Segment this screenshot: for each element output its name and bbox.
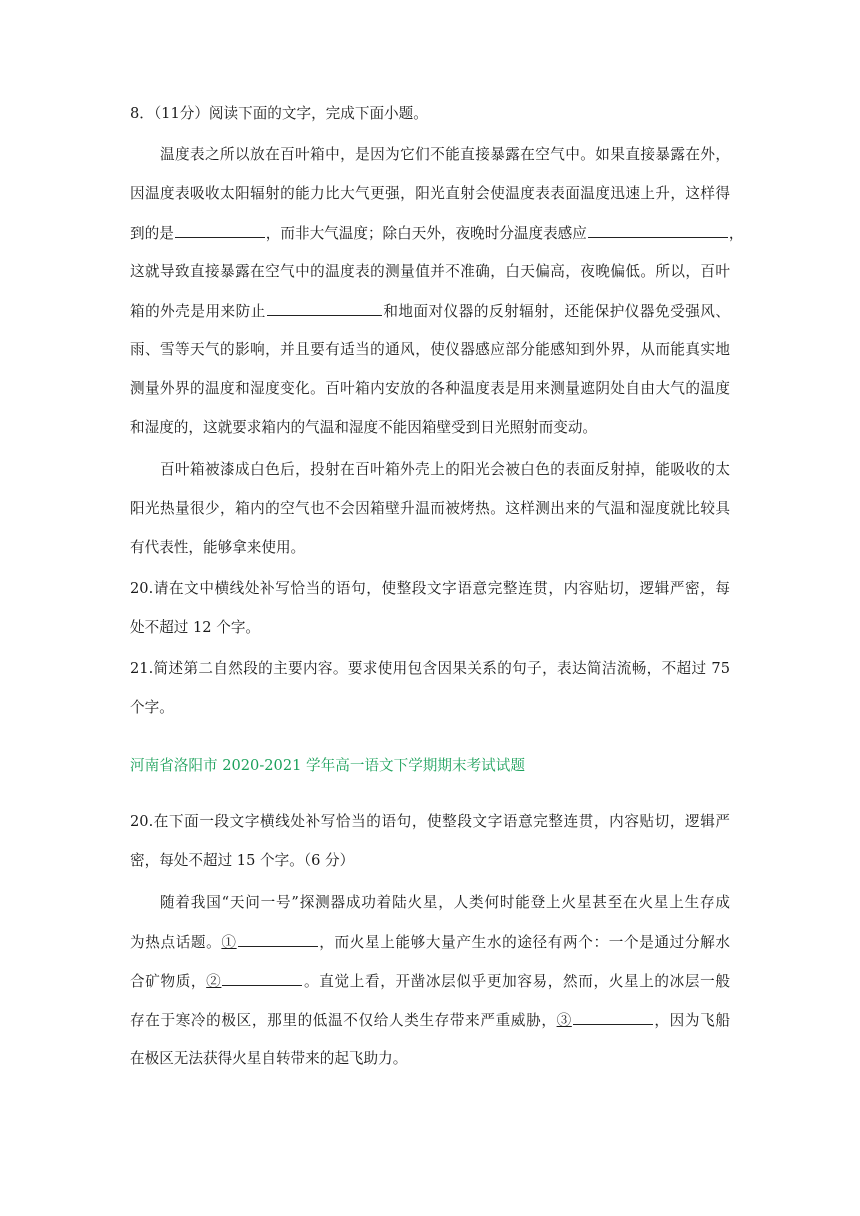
paragraph-1-line-5 [130, 301, 730, 322]
section-question-20-line-2: 密，每处不超过 15 个字。（6 分） [130, 852, 355, 869]
paragraph-1-line-2: 因温度表吸收太阳辐射的能力比大气更强，阳光直射会使温度表表面温度迅速上升，这样得 [130, 185, 730, 202]
paragraph-1-line-1: 温度表之所以放在百叶箱中，是因为它们不能直接暴露在空气中。如果直接暴露在外， [160, 146, 730, 163]
paragraph-1-line-8: 和湿度的，这就要求箱内的气温和湿度不能因箱壁受到日光照射而变动。 [130, 419, 598, 436]
text-segment: 。直觉上看，开凿冰层似乎更加容易，然而，火星上的冰层一般 [303, 973, 730, 990]
section-title: 河南省洛阳市 2020-2021 学年高一语文下学期期末考试试题 [130, 757, 525, 774]
paragraph-2-line-3: 有代表性，能够拿来使用。 [130, 539, 306, 556]
question-20-line-1: 20.请在文中横线处补写恰当的语句，使整段文字语意完整连贯，内容贴切，逻辑严密，每 [130, 580, 730, 597]
passage-line-1: 随着我国“天问一号”探测器成功着陆火星，人类何时能登上火星甚至在火星上生存成 [160, 894, 730, 911]
passage-line-5: 在极区无法获得火星自转带来的起飞助力。 [130, 1050, 408, 1067]
text-segment: ， [728, 225, 744, 242]
fill-blank[interactable] [267, 301, 382, 316]
blank-number-2: ② [206, 973, 222, 990]
text-segment: 到的是 [130, 225, 174, 242]
question-8-header: 8．（11分）阅读下面的文字，完成下面小题。 [130, 105, 428, 122]
fill-blank[interactable] [222, 971, 302, 986]
paragraph-1-line-6: 雨、雪等天气的影响，并且要有适当的通风，使仪器感应部分能感知到外界，从而能真实地 [130, 341, 730, 358]
passage-line-4 [130, 1010, 730, 1031]
text-segment: ，而火星上能够大量产生水的途径有两个：一个是通过分解水 [318, 934, 730, 951]
text-segment: 合矿物质， [130, 973, 207, 990]
paragraph-2-line-1: 百叶箱被漆成白色后，投射在百叶箱外壳上的阳光会被白色的表面反射掉，能吸收的太 [160, 461, 730, 478]
passage-line-2 [130, 932, 730, 953]
fill-blank[interactable] [573, 1010, 653, 1025]
text-segment: 和地面对仪器的反射辐射，还能保护仪器免受强风、 [382, 303, 730, 320]
text-segment: 存在于寒冷的极区，那里的低温不仅给人类生存带来严重威胁， [130, 1012, 557, 1029]
text-segment: ，而非大气温度；除白天外，夜晚时分温度表感应 [265, 225, 587, 242]
paragraph-2-line-2: 阳光热量很少，箱内的空气也不会因箱壁升温而被烤热。这样测出来的气温和湿度就比较具 [130, 500, 730, 517]
text-segment: ，因为飞船 [653, 1012, 730, 1029]
blank-number-3: ③ [556, 1012, 572, 1029]
fill-blank[interactable] [175, 223, 265, 238]
fill-blank[interactable] [238, 932, 318, 947]
section-question-20-line-1: 20.在下面一段文字横线处补写恰当的语句，使整段文字语意完整连贯，内容贴切，逻辑严 [130, 813, 730, 830]
paragraph-1-line-3 [130, 223, 744, 244]
question-20-line-2: 处不超过 12 个字。 [130, 619, 261, 636]
paragraph-1-line-7: 测量外界的温度和湿度变化。百叶箱内安放的各种温度表是用来测量遮阴处自由大气的温度 [130, 380, 730, 397]
fill-blank[interactable] [588, 223, 728, 238]
paragraph-1-line-4: 这就导致直接暴露在空气中的温度表的测量值并不准确，白天偏高，夜晚偏低。所以，百叶 [130, 263, 730, 280]
blank-number-1: ① [221, 934, 237, 951]
question-21-line-1: 21.简述第二自然段的主要内容。要求使用包含因果关系的句子，表达简洁流畅，不超过 75 [130, 660, 730, 677]
text-segment: 箱的外壳是用来防止 [130, 303, 266, 320]
passage-line-3 [130, 971, 730, 992]
question-21-line-2: 个字。 [130, 699, 174, 716]
text-segment: 为热点话题。 [130, 934, 222, 951]
